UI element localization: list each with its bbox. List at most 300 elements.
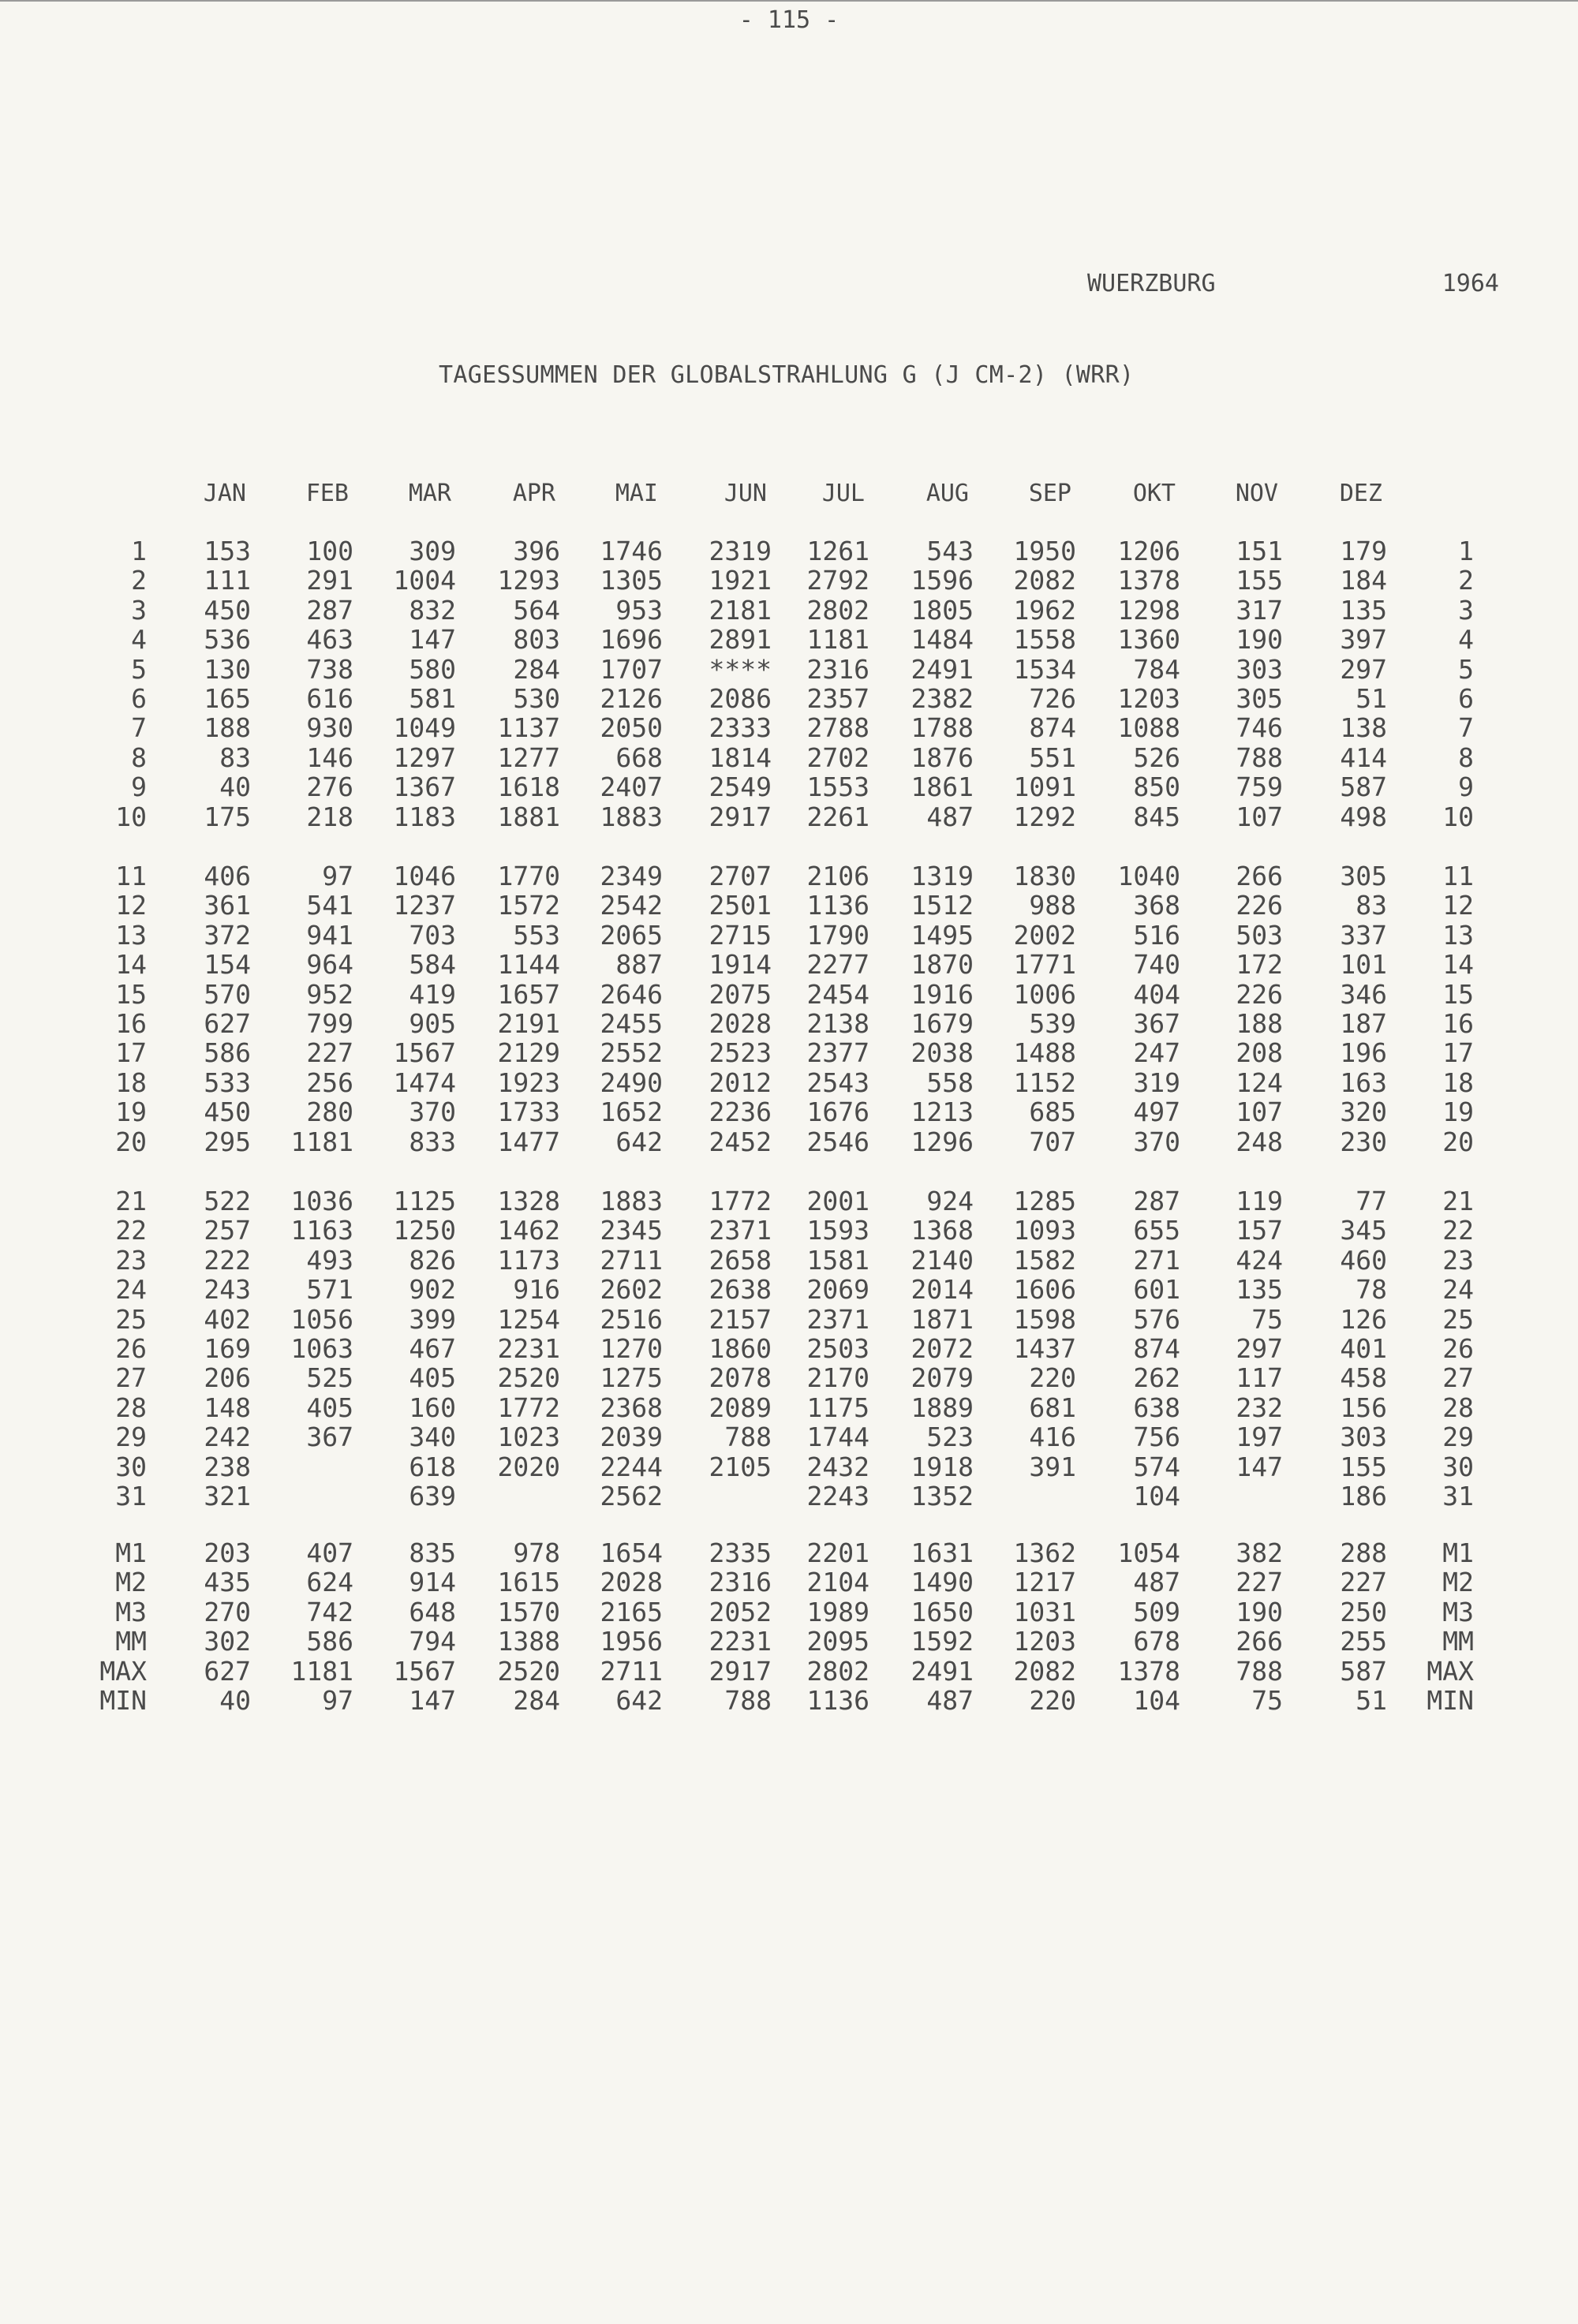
table-cell: 1567 (393, 1655, 456, 1687)
table-cell: 1063 (290, 1333, 353, 1364)
table-cell: 107 (1236, 1097, 1283, 1128)
table-cell: 2277 (806, 949, 869, 981)
table-cell: 2140 (911, 1244, 974, 1276)
table-cell: 1553 (806, 772, 869, 803)
table-cell: 460 (1340, 1244, 1387, 1276)
table-cell: 238 (204, 1451, 251, 1482)
table-cell: 256 (306, 1067, 353, 1098)
table-cell: 2788 (806, 712, 869, 744)
table-cell: 83 (1356, 890, 1387, 921)
table-cell: 397 (1340, 624, 1387, 656)
table-cell: 905 (409, 1008, 456, 1039)
table-cell: 2549 (709, 772, 772, 803)
table-cell: 2520 (497, 1362, 560, 1394)
table-cell: 1277 (497, 742, 560, 773)
table-cell: 396 (513, 536, 560, 566)
table-cell: 1572 (497, 890, 560, 921)
table-cell: 978 (513, 1538, 560, 1568)
month-header-mar: MAR (408, 480, 451, 507)
row-label-left: 5 (131, 653, 147, 685)
table-cell: 309 (409, 536, 456, 566)
table-cell: 707 (1029, 1126, 1076, 1157)
table-cell: 51 (1356, 1685, 1387, 1716)
table-cell: 135 (1340, 594, 1387, 626)
table-cell: 226 (1236, 978, 1283, 1010)
table-cell: 2490 (600, 1067, 663, 1098)
row-label-left: 16 (115, 1008, 147, 1039)
month-header-apr: APR (512, 480, 555, 507)
table-cell: 169 (204, 1333, 251, 1364)
row-label-left: 17 (115, 1037, 147, 1069)
table-cell: 160 (409, 1392, 456, 1423)
table-cell: 833 (409, 1126, 456, 1157)
table-cell: 2065 (600, 919, 663, 951)
table-cell: 1921 (709, 565, 772, 596)
table-cell: 372 (204, 919, 251, 951)
month-header-sep: SEP (1028, 480, 1071, 507)
table-cell: 503 (1236, 919, 1283, 951)
table-cell: 284 (513, 1685, 560, 1716)
table-cell: 788 (1236, 1655, 1283, 1687)
table-cell: 2319 (709, 536, 772, 566)
table-cell: 2106 (806, 861, 869, 891)
table-cell: 368 (1133, 890, 1180, 921)
row-label-left: 7 (131, 712, 147, 744)
table-cell: 2028 (709, 1008, 772, 1039)
table-cell: 1733 (497, 1097, 560, 1128)
row-label-left: 1 (131, 536, 147, 566)
table-cell: 155 (1236, 565, 1283, 596)
table-cell: 1237 (393, 890, 456, 921)
table-cell: 197 (1236, 1422, 1283, 1453)
table-cell: 1618 (497, 772, 560, 803)
table-cell: 227 (306, 1037, 353, 1069)
row-label-right: 13 (1442, 919, 1474, 951)
table-cell: 756 (1133, 1422, 1180, 1453)
table-cell: 580 (409, 653, 456, 685)
table-cell: 280 (306, 1097, 353, 1128)
table-cell: 1305 (600, 565, 663, 596)
table-cell: 845 (1133, 801, 1180, 832)
table-cell: 147 (1236, 1451, 1283, 1482)
table-cell: 576 (1133, 1303, 1180, 1335)
table-cell: 232 (1236, 1392, 1283, 1423)
table-cell: 874 (1133, 1333, 1180, 1364)
table-cell: 287 (306, 594, 353, 626)
table-cell: 924 (926, 1186, 974, 1216)
row-label-right: 4 (1458, 624, 1474, 656)
table-cell: 2552 (600, 1037, 663, 1069)
table-cell: 648 (409, 1596, 456, 1627)
table-cell: 382 (1236, 1538, 1283, 1568)
table-cell: 1534 (1013, 653, 1076, 685)
row-label-right: 2 (1458, 565, 1474, 596)
table-cell: 2201 (806, 1538, 869, 1568)
table-cell: 655 (1133, 1215, 1180, 1246)
table-cell: 516 (1133, 919, 1180, 951)
table-cell: 208 (1236, 1037, 1283, 1069)
table-cell: 2454 (806, 978, 869, 1010)
row-label-left: 27 (115, 1362, 147, 1394)
table-cell: 1830 (1013, 861, 1076, 891)
table-cell: 1679 (911, 1008, 974, 1039)
row-label-right: M3 (1442, 1596, 1474, 1627)
table-cell: 1023 (497, 1422, 560, 1453)
row-label-right: 18 (1442, 1067, 1474, 1098)
table-cell: 541 (306, 890, 353, 921)
table-cell: 391 (1029, 1451, 1076, 1482)
row-label-right: 29 (1442, 1422, 1474, 1453)
table-cell: 2702 (806, 742, 869, 773)
table-cell: 1292 (1013, 801, 1076, 832)
table-cell: 2503 (806, 1333, 869, 1364)
table-cell: 104 (1133, 1481, 1180, 1511)
table-cell: 2349 (600, 861, 663, 891)
table-cell: 587 (1340, 1655, 1387, 1687)
table-cell: 157 (1236, 1215, 1283, 1246)
table-cell: 138 (1340, 712, 1387, 744)
row-label-right: 23 (1442, 1244, 1474, 1276)
table-cell: 414 (1340, 742, 1387, 773)
table-cell: 147 (409, 624, 456, 656)
table-cell: 230 (1340, 1126, 1387, 1157)
table-cell: 2316 (806, 653, 869, 685)
table-cell: 1163 (290, 1215, 353, 1246)
table-cell: 435 (204, 1567, 251, 1598)
table-cell: 83 (219, 742, 251, 773)
table-cell: 203 (204, 1538, 251, 1568)
table-cell: 1950 (1013, 536, 1076, 566)
table-cell: 1004 (393, 565, 456, 596)
month-header-dez: DEZ (1339, 480, 1382, 507)
table-cell: 1136 (806, 1685, 869, 1716)
month-header-jan: JAN (203, 480, 246, 507)
table-cell: 1474 (393, 1067, 456, 1098)
table-cell: 2520 (497, 1655, 560, 1687)
table-cell: 1631 (911, 1538, 974, 1568)
table-cell: 130 (204, 653, 251, 685)
table-cell: 126 (1340, 1303, 1387, 1335)
row-label-right: 3 (1458, 594, 1474, 626)
table-cell: 1861 (911, 772, 974, 803)
table-cell: 1181 (806, 624, 869, 656)
row-label-right: 10 (1442, 801, 1474, 832)
table-cell: 564 (513, 594, 560, 626)
table-cell: 638 (1133, 1392, 1180, 1423)
table-cell: 803 (513, 624, 560, 656)
table-cell: 2382 (911, 683, 974, 714)
table-cell: 1328 (497, 1186, 560, 1216)
table-cell: 874 (1029, 712, 1076, 744)
table-cell: 558 (926, 1067, 974, 1098)
row-label-right: 9 (1458, 772, 1474, 803)
table-cell: 916 (513, 1274, 560, 1306)
month-header-jul: JUL (821, 480, 865, 507)
table-cell: 1388 (497, 1626, 560, 1657)
table-cell: 953 (615, 594, 663, 626)
table-cell: 2261 (806, 801, 869, 832)
row-label-right: 11 (1442, 861, 1474, 891)
table-cell: 188 (204, 712, 251, 744)
month-header-mai: MAI (615, 480, 658, 507)
table-cell: 297 (1236, 1333, 1283, 1364)
table-cell: 405 (306, 1392, 353, 1423)
table-cell: 1696 (600, 624, 663, 656)
table-cell: 2371 (709, 1215, 772, 1246)
table-cell: 1581 (806, 1244, 869, 1276)
year: 1964 (1442, 270, 1499, 297)
row-label-left: 29 (115, 1422, 147, 1453)
table-cell: 172 (1236, 949, 1283, 981)
table-cell: 2543 (806, 1067, 869, 1098)
table-cell: 1297 (393, 742, 456, 773)
station-name: WUERZBURG (1087, 270, 1216, 297)
row-label-right: MIN (1427, 1685, 1474, 1716)
table-cell: 227 (1340, 1567, 1387, 1598)
table-cell: 305 (1340, 861, 1387, 891)
table-cell: 450 (204, 1097, 251, 1128)
table-cell: 835 (409, 1538, 456, 1568)
table-cell: 2707 (709, 861, 772, 891)
table-cell: 147 (409, 1685, 456, 1716)
row-label-left: MAX (99, 1655, 147, 1687)
table-cell: 584 (409, 949, 456, 981)
table-cell: 2335 (709, 1538, 772, 1568)
table-cell: 1484 (911, 624, 974, 656)
table-cell: 1746 (600, 536, 663, 566)
table-cell: 257 (204, 1215, 251, 1246)
row-label-left: 15 (115, 978, 147, 1010)
table-cell: 1036 (290, 1186, 353, 1216)
table-cell: 321 (204, 1481, 251, 1511)
table-cell: 1298 (1117, 594, 1180, 626)
table-cell: 1916 (911, 978, 974, 1010)
table-cell: 738 (306, 653, 353, 685)
table-cell: 405 (409, 1362, 456, 1394)
table-cell: 2491 (911, 1655, 974, 1687)
table-cell: 1152 (1013, 1067, 1076, 1098)
table-cell: 1006 (1013, 978, 1076, 1010)
row-label-right: 28 (1442, 1392, 1474, 1423)
row-label-right: 14 (1442, 949, 1474, 981)
table-cell: 302 (204, 1626, 251, 1657)
table-cell: 784 (1133, 653, 1180, 685)
table-cell: 262 (1133, 1362, 1180, 1394)
table-cell: 276 (306, 772, 353, 803)
table-cell: 151 (1236, 536, 1283, 566)
table-cell: 2078 (709, 1362, 772, 1394)
table-cell: 2079 (911, 1362, 974, 1394)
table-cell: 424 (1236, 1244, 1283, 1276)
table-cell: 2138 (806, 1008, 869, 1039)
table-cell: 303 (1236, 653, 1283, 685)
row-label-left: 21 (115, 1186, 147, 1216)
table-cell: 40 (219, 772, 251, 803)
table-cell: 2491 (911, 653, 974, 685)
table-cell: 1175 (806, 1392, 869, 1423)
table-cell: 1477 (497, 1126, 560, 1157)
table-cell: 581 (409, 683, 456, 714)
table-cell: 2001 (806, 1186, 869, 1216)
table-cell: 2917 (709, 1655, 772, 1687)
table-cell: 1285 (1013, 1186, 1076, 1216)
table-cell: 586 (306, 1626, 353, 1657)
table-cell: 964 (306, 949, 353, 981)
table-cell: 530 (513, 683, 560, 714)
table-cell: 2231 (497, 1333, 560, 1364)
table-cell: 367 (1133, 1008, 1180, 1039)
table-cell: 319 (1133, 1067, 1180, 1098)
table-cell: **** (709, 653, 772, 685)
table-cell: 305 (1236, 683, 1283, 714)
table-cell: 1512 (911, 890, 974, 921)
table-cell: 1570 (497, 1596, 560, 1627)
table-cell: 1883 (600, 1186, 663, 1216)
table-cell: 685 (1029, 1097, 1076, 1128)
row-label-left: 9 (131, 772, 147, 803)
table-cell: 124 (1236, 1067, 1283, 1098)
row-label-left: 6 (131, 683, 147, 714)
month-header-feb: FEB (305, 480, 349, 507)
table-cell: 2082 (1013, 565, 1076, 596)
table-cell: 1881 (497, 801, 560, 832)
table-cell: 101 (1340, 949, 1387, 981)
table-cell: 2455 (600, 1008, 663, 1039)
row-label-right: 25 (1442, 1303, 1474, 1335)
row-label-right: 1 (1458, 536, 1474, 566)
table-cell: 543 (926, 536, 974, 566)
row-label-left: 26 (115, 1333, 147, 1364)
row-label-right: 8 (1458, 742, 1474, 773)
table-cell: 1883 (600, 801, 663, 832)
table-cell: 100 (306, 536, 353, 566)
table-cell: 2104 (806, 1567, 869, 1598)
table-cell: 788 (724, 1422, 772, 1453)
table-cell: 759 (1236, 772, 1283, 803)
table-cell: 850 (1133, 772, 1180, 803)
row-label-left: 28 (115, 1392, 147, 1423)
table-cell: 681 (1029, 1392, 1076, 1423)
table-cell: 111 (204, 565, 251, 596)
table-cell: 2170 (806, 1362, 869, 1394)
table-cell: 2711 (600, 1655, 663, 1687)
row-label-right: 16 (1442, 1008, 1474, 1039)
table-cell: 337 (1340, 919, 1387, 951)
row-label-right: MM (1442, 1626, 1474, 1657)
table-cell: 740 (1133, 949, 1180, 981)
row-label-right: 30 (1442, 1451, 1474, 1482)
table-cell: 179 (1340, 536, 1387, 566)
table-cell: 553 (513, 919, 560, 951)
table-cell: 361 (204, 890, 251, 921)
table-cell: 266 (1236, 861, 1283, 891)
month-header-nov: NOV (1235, 480, 1278, 507)
row-label-right: 7 (1458, 712, 1474, 744)
table-cell: 794 (409, 1626, 456, 1657)
table-cell: 1871 (911, 1303, 974, 1335)
table-cell: 2542 (600, 890, 663, 921)
table-cell: 799 (306, 1008, 353, 1039)
table-cell: 1046 (393, 861, 456, 891)
table-cell: 1788 (911, 712, 974, 744)
row-label-left: 31 (115, 1481, 147, 1511)
row-label-right: 31 (1442, 1481, 1474, 1511)
row-label-left: MIN (99, 1685, 147, 1716)
row-label-left: 25 (115, 1303, 147, 1335)
table-cell: 526 (1133, 742, 1180, 773)
table-cell: 2452 (709, 1126, 772, 1157)
table-cell: 287 (1133, 1186, 1180, 1216)
table-cell: 317 (1236, 594, 1283, 626)
row-label-right: M1 (1442, 1538, 1474, 1568)
table-cell: 1596 (911, 565, 974, 596)
row-label-right: 15 (1442, 978, 1474, 1010)
table-cell: 107 (1236, 801, 1283, 832)
table-cell: 2646 (600, 978, 663, 1010)
table-cell: 887 (615, 949, 663, 981)
table-cell: 1676 (806, 1097, 869, 1128)
table-cell: 2316 (709, 1567, 772, 1598)
table-cell: 2368 (600, 1392, 663, 1423)
table-cell: 1137 (497, 712, 560, 744)
table-cell: 165 (204, 683, 251, 714)
table-cell: 1462 (497, 1215, 560, 1246)
table-cell: 243 (204, 1274, 251, 1306)
row-label-left: 14 (115, 949, 147, 981)
table-cell: 2711 (600, 1244, 663, 1276)
row-label-right: 19 (1442, 1097, 1474, 1128)
table-cell: 1213 (911, 1097, 974, 1128)
table-cell: 135 (1236, 1274, 1283, 1306)
table-cell: 2715 (709, 919, 772, 951)
table-cell: 75 (1251, 1685, 1283, 1716)
table-cell: 1378 (1117, 565, 1180, 596)
table-cell: 206 (204, 1362, 251, 1394)
table-cell: 1956 (600, 1626, 663, 1657)
table-cell: 467 (409, 1333, 456, 1364)
table-cell: 941 (306, 919, 353, 951)
table-cell: 746 (1236, 712, 1283, 744)
table-cell: 1790 (806, 919, 869, 951)
table-cell: 1049 (393, 712, 456, 744)
table-cell: 1488 (1013, 1037, 1076, 1069)
month-header-jun: JUN (724, 480, 767, 507)
table-cell: 266 (1236, 1626, 1283, 1657)
table-cell: 1206 (1117, 536, 1180, 566)
table-cell: 509 (1133, 1596, 1180, 1627)
table-cell: 1352 (911, 1481, 974, 1511)
row-label-right: 24 (1442, 1274, 1474, 1306)
table-cell: 1592 (911, 1626, 974, 1657)
table-cell: 295 (204, 1126, 251, 1157)
table-cell: 303 (1340, 1422, 1387, 1453)
table-cell: 104 (1133, 1685, 1180, 1716)
table-cell: 250 (1340, 1596, 1387, 1627)
table-cell: 2028 (600, 1567, 663, 1598)
table-cell: 2917 (709, 801, 772, 832)
row-label-right: 26 (1442, 1333, 1474, 1364)
table-cell: 703 (409, 919, 456, 951)
table-cell: 1923 (497, 1067, 560, 1098)
table-cell: 1203 (1117, 683, 1180, 714)
table-cell: 627 (204, 1008, 251, 1039)
table-cell: 571 (306, 1274, 353, 1306)
table-title: TAGESSUMMEN DER GLOBALSTRAHLUNG G (J CM-2) (WRR) (439, 361, 1135, 389)
table-cell: 1582 (1013, 1244, 1076, 1276)
row-label-left: 24 (115, 1274, 147, 1306)
row-label-right: 22 (1442, 1215, 1474, 1246)
table-cell: 2345 (600, 1215, 663, 1246)
